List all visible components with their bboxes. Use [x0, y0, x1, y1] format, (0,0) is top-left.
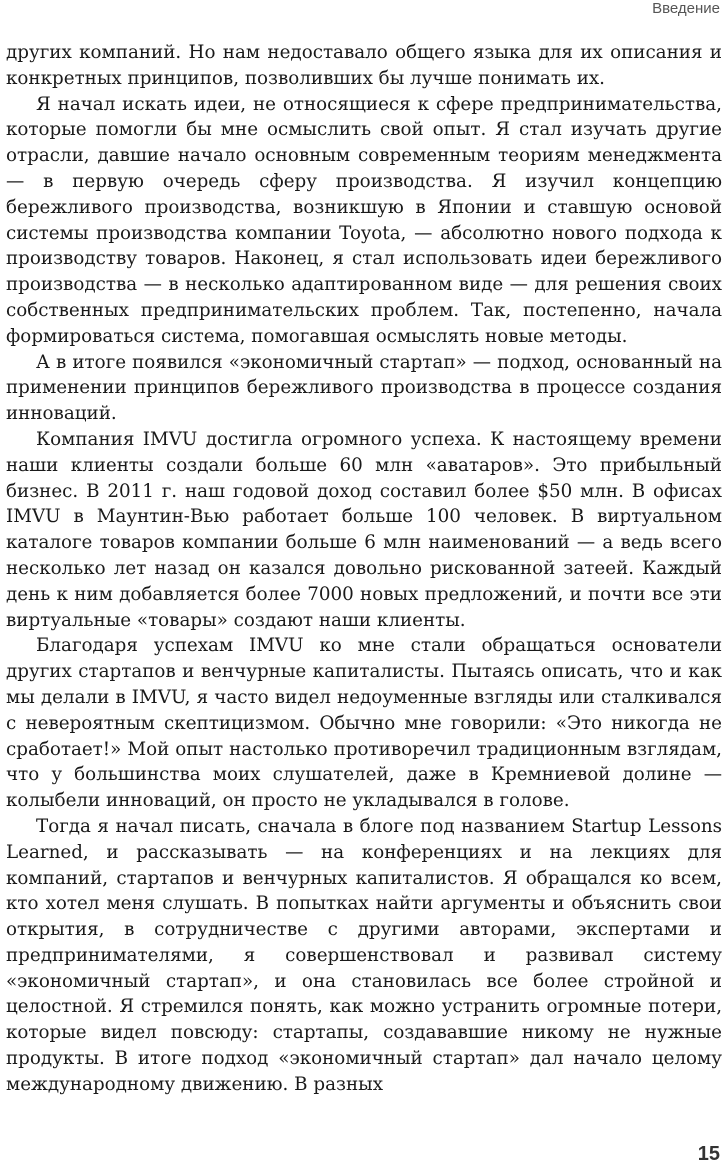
page-number: 15: [697, 1143, 720, 1165]
paragraph: Благодаря успехам IMVU ко мне стали обращаться основатели других стартапов и венчурные капиталисты. Пытаясь описать, что и как мы делали в IMVU, я часто видел недоуменные взгляды или сталкивался с невероятным скептицизмом. Обычно мне говорили: «Это никогда не сработает!» Мой опыт настолько противоречил традиционным взглядам, что у большинства моих слушателей, даже в Кремниевой долине — колыбели инноваций, он просто не укладывался в голове.: [6, 635, 722, 812]
paragraph: Я начал искать идеи, не относящиеся к сфере предпринимательства, которые помогли бы мне осмыслить свой опыт. Я стал изучать другие отрасли, давшие начало основным современным теориям менеджмента — в первую очередь сферу производства. Я изучил концепцию бережливого производства, возникшую в Японии и ставшую основой системы производства компании Toyota, — абсолютно нового подхода к производству товаров. Наконец, я стал использовать идеи бережливого производства — в несколько адаптированном виде — для решения своих собственных предпринимательских проблем. Так, постепенно, начала формироваться система, помогавшая осмыслять новые методы.: [6, 93, 722, 347]
running-header: Введение: [652, 0, 720, 17]
body-text: [6, 40, 722, 1098]
paragraph: А в итоге появился «экономичный стартап» — подход, основанный на применении принципов бережливого производства в процессе создания инноваций.: [6, 351, 722, 425]
paragraph: других компаний. Но нам недоставало общего языка для их описания и конкретных принципов, позволивших бы лучше понимать их.: [6, 42, 722, 89]
paragraph: Компания IMVU достигла огромного успеха. К настоящему времени наши клиенты создали больше 60 млн «аватаров». Это прибыльный бизнес. В 2011 г. наш годовой доход составил более $50 млн. В офисах IMVU в Маунтин-Вью работает больше 100 человек. В виртуальном каталоге товаров компании больше 6 млн наименований — а ведь всего несколько лет назад он казался довольно рискованной затеей. Каждый день к ним добавляется более 7000 новых предложений, и почти все эти виртуальные «товары» создают наши клиенты.: [6, 428, 722, 631]
paragraph: Тогда я начал писать, сначала в блоге под названием Startup Lessons Learned, и рассказывать — на конференциях и на лекциях для компаний, стартапов и венчурных капиталистов. Я обращался ко всем, кто хотел меня слушать. В попытках найти аргументы и объяснить свои открытия, в сотрудничестве с другими авторами, экспертами и предпринимателями, я совершенствовал и развивал систему «экономичный стартап», и она становилась все более стройной и целостной. Я стремился понять, как можно устранить огромные потери, которые видел повсюду: стартапы, создававшие никому не нужные продукты. В итоге подход «экономичный стартап» дал начало целому международному движению. В разных: [6, 815, 722, 1095]
